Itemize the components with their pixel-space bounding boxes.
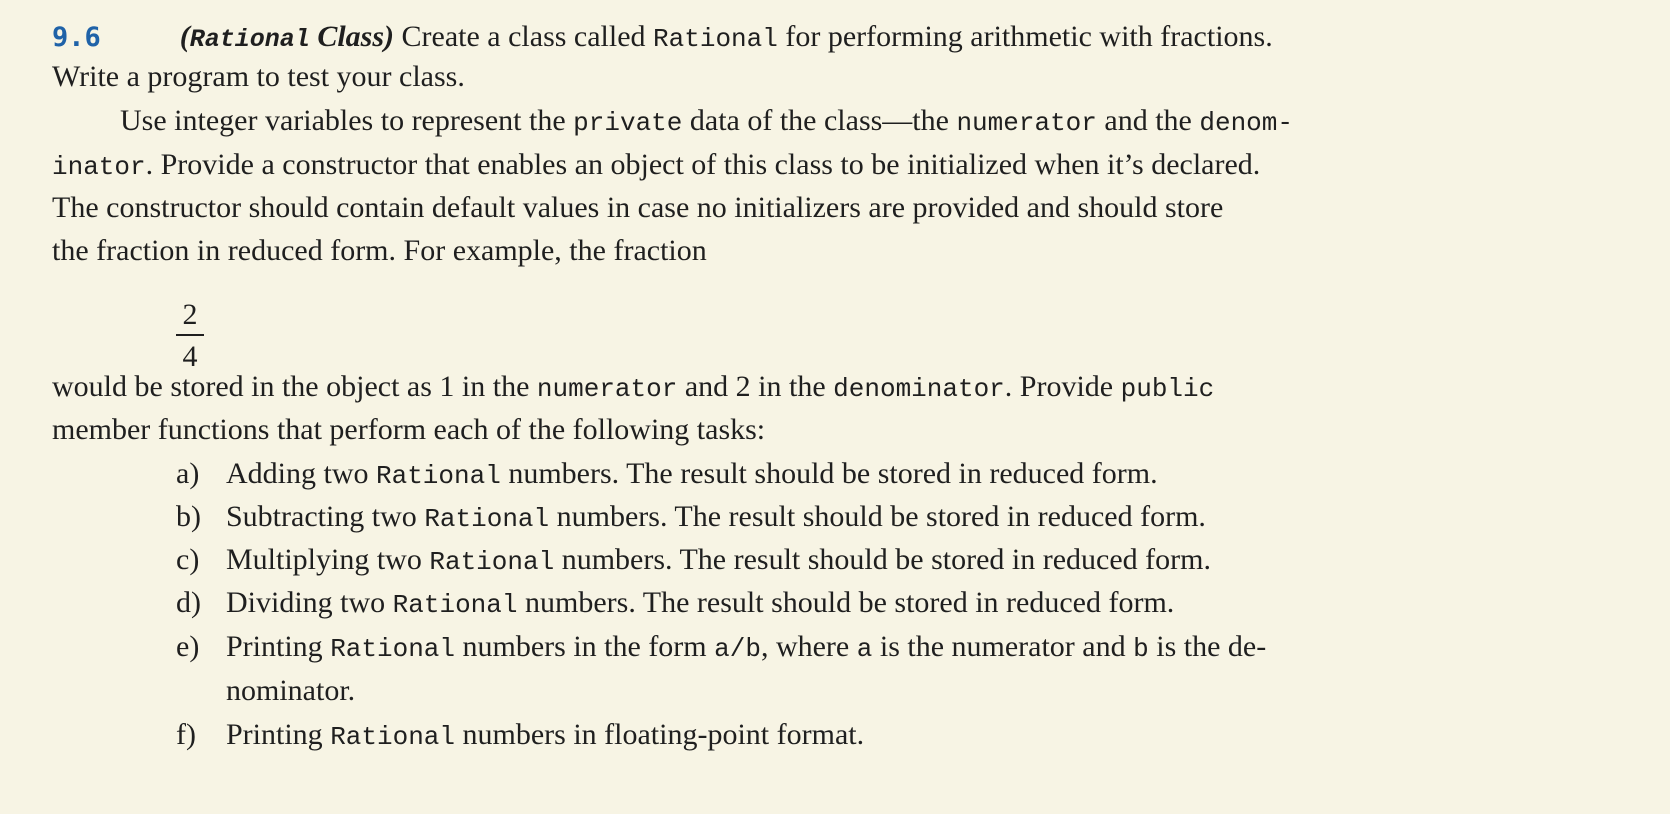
task-label: b) <box>176 500 201 533</box>
para-text: Use integer variables to represent the <box>120 104 566 137</box>
code-b: b <box>1133 634 1149 664</box>
task-text: Printing <box>226 630 323 663</box>
fraction-example <box>176 300 204 372</box>
para-text: and the <box>1104 104 1192 137</box>
task-text: numbers in the form <box>462 630 707 663</box>
task-text: Multiplying two <box>226 543 422 576</box>
task-text: Adding two <box>226 457 369 490</box>
para-line-3: The constructor should contain default values in case no initializers are provided and should store <box>52 191 1224 224</box>
task-item-e-continuation: nominator. <box>226 674 356 707</box>
code-numerator: numerator <box>956 108 1097 138</box>
task-item-b <box>176 502 1206 532</box>
task-label: a) <box>176 457 200 490</box>
intro-code-rational: Rational <box>653 24 778 54</box>
task-text: Dividing two <box>226 586 386 619</box>
task-label: e) <box>176 630 200 663</box>
fraction-denominator: 4 <box>182 340 198 373</box>
task-text: numbers. The result should be stored in reduced form. <box>508 457 1158 490</box>
code-rational: Rational <box>424 504 550 534</box>
exercise-number: 9.6 <box>52 22 101 53</box>
task-item-d <box>176 588 1174 618</box>
code-rational: Rational <box>429 547 555 577</box>
task-item-c <box>176 545 1211 575</box>
task-text: numbers. The result should be stored in reduced form. <box>525 586 1175 619</box>
task-item-e <box>176 632 1266 662</box>
task-text: numbers in floating-point format. <box>462 718 865 751</box>
exercise-title-open: ( <box>179 20 190 53</box>
code-public: public <box>1120 374 1215 404</box>
code-private: private <box>573 108 683 138</box>
intro-text-b: for performing arithmetic with fractions. <box>785 20 1273 53</box>
para2-line-1 <box>52 372 1214 402</box>
para-text: . Provide a constructor that enables an object of this class to be initialized when it’s declared. <box>145 148 1261 181</box>
task-label: c) <box>176 543 200 576</box>
code-a: a <box>856 634 873 664</box>
intro-line-2: Write a program to test your class. <box>52 60 465 93</box>
code-rational: Rational <box>392 590 518 620</box>
task-text: numbers. The result should be stored in reduced form. <box>556 500 1206 533</box>
code-denom: denom- <box>1199 108 1293 138</box>
intro-text-a: Create a class called <box>401 20 646 53</box>
para-line-4: the fraction in reduced form. For example, the fraction <box>52 234 707 267</box>
task-label: f) <box>176 718 196 751</box>
para-text: data of the class—the <box>689 104 949 137</box>
code-inator: inator <box>52 152 146 182</box>
exercise-title-code: Rational <box>189 25 310 54</box>
code-rational: Rational <box>330 722 456 752</box>
task-text: numbers. The result should be stored in reduced form. <box>561 543 1211 576</box>
para-text: would be stored in the object as 1 in the <box>52 370 530 403</box>
code-rational: Rational <box>330 634 456 664</box>
fraction-bar <box>176 334 204 336</box>
task-text: Printing <box>226 718 323 751</box>
task-label: d) <box>176 586 201 619</box>
para-text: and 2 in the <box>684 370 826 403</box>
task-text: is the de- <box>1156 630 1267 663</box>
para-text: . Provide <box>1004 370 1114 403</box>
task-text: Subtracting two <box>226 500 417 533</box>
code-a-slash-b: a/b <box>714 634 761 664</box>
code-rational: Rational <box>376 461 501 491</box>
task-text: is the numerator and <box>879 630 1126 663</box>
task-item-f <box>176 720 864 750</box>
para2-line-2: member functions that perform each of the following tasks: <box>52 413 766 446</box>
para-line-2 <box>52 150 1260 180</box>
fraction-numerator: 2 <box>182 298 198 331</box>
task-item-a <box>176 459 1158 489</box>
task-text: , where <box>760 630 850 663</box>
exercise-heading-line <box>52 22 1273 52</box>
code-denominator: denominator <box>833 374 1005 404</box>
code-numerator: numerator <box>536 374 678 404</box>
para-line-1 <box>120 106 1293 136</box>
exercise-title-word: Class) <box>317 20 394 53</box>
